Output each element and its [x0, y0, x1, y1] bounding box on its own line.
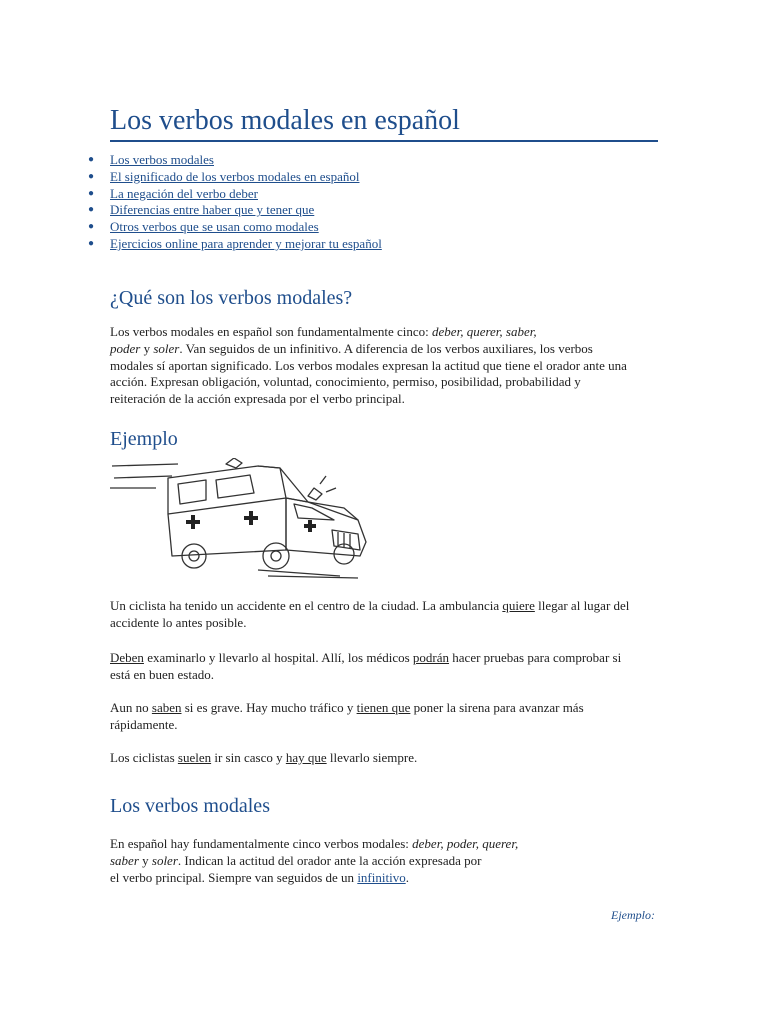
toc-item — [88, 185, 382, 203]
verbs-italic: deber, poder, querer, — [412, 836, 519, 851]
modal-verb-underlined: saben — [151, 700, 182, 715]
bullet-icon: ● — [88, 221, 95, 233]
section-heading-que-son: ¿Qué son los verbos modales? — [110, 287, 353, 309]
section-heading-ejemplo: Ejemplo — [110, 428, 178, 450]
text-run: Aun no — [110, 700, 152, 715]
text-run: poner la sirena para avanzar más rápidamente. — [110, 700, 584, 732]
toc-item — [88, 152, 382, 169]
text-run: y — [140, 340, 154, 356]
toc-link-otros-verbos[interactable]: Otros verbos que se usan como modales — [110, 219, 319, 235]
text-run: llegar al lugar del accidente lo antes posible. — [110, 598, 630, 630]
text-run: Un ciclista ha tenido un accidente en el centro de la ciudad. La ambulancia — [110, 598, 503, 613]
toc-item — [88, 202, 382, 219]
example-paragraph-2 — [110, 650, 638, 684]
toc-link-negacion-deber[interactable]: La negación del verbo deber — [110, 185, 258, 201]
bullet-icon: ● — [88, 187, 95, 199]
text-run: hacer pruebas para comprobar si está en buen estado. — [110, 650, 622, 682]
bullet-icon: ● — [88, 154, 95, 165]
infinitivo-link[interactable]: infinitivo — [357, 869, 406, 885]
toc-link-haber-tener-que[interactable]: Diferencias entre haber que y tener que — [110, 202, 315, 218]
toc-item — [88, 168, 382, 186]
example-paragraph-4 — [110, 750, 638, 767]
verbs-italic: soler — [153, 340, 180, 356]
text-run: ir sin casco y — [211, 750, 286, 765]
modal-verb-underlined: suelen — [177, 750, 212, 765]
section-heading-los-verbos-modales: Los verbos modales — [110, 795, 270, 817]
verbs-italic: saber — [110, 852, 139, 868]
modal-verb-underlined: tienen que — [356, 700, 411, 715]
intro-paragraph — [110, 324, 638, 408]
text-run: . Van seguidos de un infinitivo. A diferencia de los verbos auxiliares, los verbos modales sí aportan significado. Los verbos modales expresan la actitud que tiene el orador ante una acción. Expresan obligación, voluntad, conocimiento, permiso, posibilidad, probabilidad y reiteración de la acción expresada por el verbo principal. — [110, 340, 627, 407]
text-run: si es grave. Hay mucho tráfico y — [181, 700, 357, 715]
verbs-italic: soler — [151, 852, 178, 868]
modal-verb-underlined: podrán — [412, 650, 450, 665]
text-run: y — [138, 852, 152, 868]
verbs-italic: deber, querer, saber, — [432, 324, 537, 339]
modal-verb-underlined: quiere — [502, 598, 535, 613]
ambulance-illustration — [108, 458, 370, 580]
text-run: . — [405, 869, 409, 885]
text-run: . Indican la actitud del orador ante la acción expresada por — [177, 852, 482, 868]
text-run: En español hay fundamentalmente cinco verbos modales: — [110, 836, 413, 851]
toc-link-ejercicios[interactable]: Ejercicios online para aprender y mejorar tu español — [110, 235, 382, 251]
modal-verb-underlined: Deben — [110, 650, 144, 665]
text-run: llevarlo siempre. — [326, 750, 418, 765]
table-of-contents — [88, 152, 382, 253]
toc-link-los-verbos-modales[interactable]: Los verbos modales — [110, 152, 214, 167]
bullet-icon: ● — [88, 204, 95, 216]
verbs-italic: poder — [110, 340, 141, 356]
example-paragraph-1 — [110, 598, 638, 632]
example-paragraph-3 — [110, 700, 638, 734]
text-run: el verbo principal. Siempre van seguidos de un — [110, 869, 358, 885]
text-run: examinarlo y llevarlo al hospital. Allí, los médicos — [143, 650, 413, 665]
bullet-icon: ● — [88, 170, 95, 182]
modal-verb-underlined: hay que — [285, 750, 327, 765]
bullet-icon: ● — [88, 237, 95, 249]
page-title: Los verbos modales en español — [110, 104, 658, 142]
verbs-paragraph — [110, 836, 638, 886]
toc-item — [88, 235, 382, 253]
text-run: Los ciclistas — [110, 750, 178, 765]
toc-item — [88, 219, 382, 236]
text-run: Los verbos modales en español son fundamentalmente cinco: — [110, 324, 433, 339]
ejemplo-label: Ejemplo: — [611, 908, 655, 922]
toc-link-significado[interactable]: El significado de los verbos modales en español — [110, 168, 360, 184]
